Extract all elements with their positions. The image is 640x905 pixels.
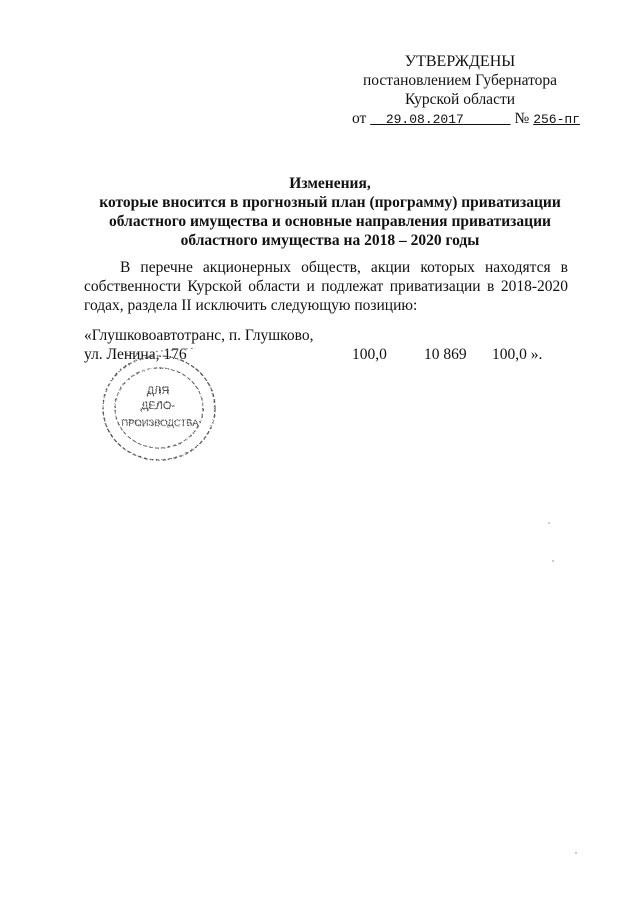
approval-number: 256-пг	[533, 112, 580, 127]
date-prefix: от	[352, 110, 367, 127]
document-title	[80, 174, 580, 250]
approval-line-1: постановлением Губернатора	[362, 72, 558, 89]
entry-name-line-1: «Глушковоавтотранс, п. Глушково,	[84, 327, 314, 344]
title-line-1: Изменения,	[289, 175, 371, 192]
approval-heading: УТВЕРЖДЕНЫ	[404, 53, 516, 70]
stamp-line-3: ПРОИЗВОДСТВА	[121, 418, 199, 429]
entry-name-line-2: ул. Ленина, 176	[84, 346, 187, 363]
body-paragraph: В перечне акционерных обществ, акции которых находятся в собственности Курской области и подлежат приватизации в 2018-2020 годах, раздела II исключить следующую позицию:	[84, 259, 568, 314]
scan-speck	[575, 852, 577, 854]
entry-value-3: 100,0 ».	[492, 346, 543, 363]
scan-speck	[552, 560, 554, 562]
stamp-line-1: ДЛЯ	[146, 385, 170, 397]
number-prefix: №	[514, 110, 530, 127]
title-line-2: которые вносится в прогнозный план (программу) приватизации	[99, 194, 561, 211]
scan-speck	[548, 522, 550, 524]
title-line-3: областного имущества и основные направления приватизации	[109, 213, 551, 230]
entry-value-1: 100,0	[352, 346, 387, 363]
stamp-line-2: ДЕЛО-	[140, 400, 176, 412]
approval-line-2: Курской области	[404, 91, 516, 108]
approval-block	[340, 52, 580, 129]
office-stamp	[96, 346, 226, 476]
entry-value-2: 10 869	[424, 346, 467, 363]
title-line-4: областного имущества на 2018 – 2020 годы	[180, 232, 480, 249]
approval-date-line	[340, 109, 580, 129]
approval-date: 29.08.2017	[385, 112, 464, 127]
